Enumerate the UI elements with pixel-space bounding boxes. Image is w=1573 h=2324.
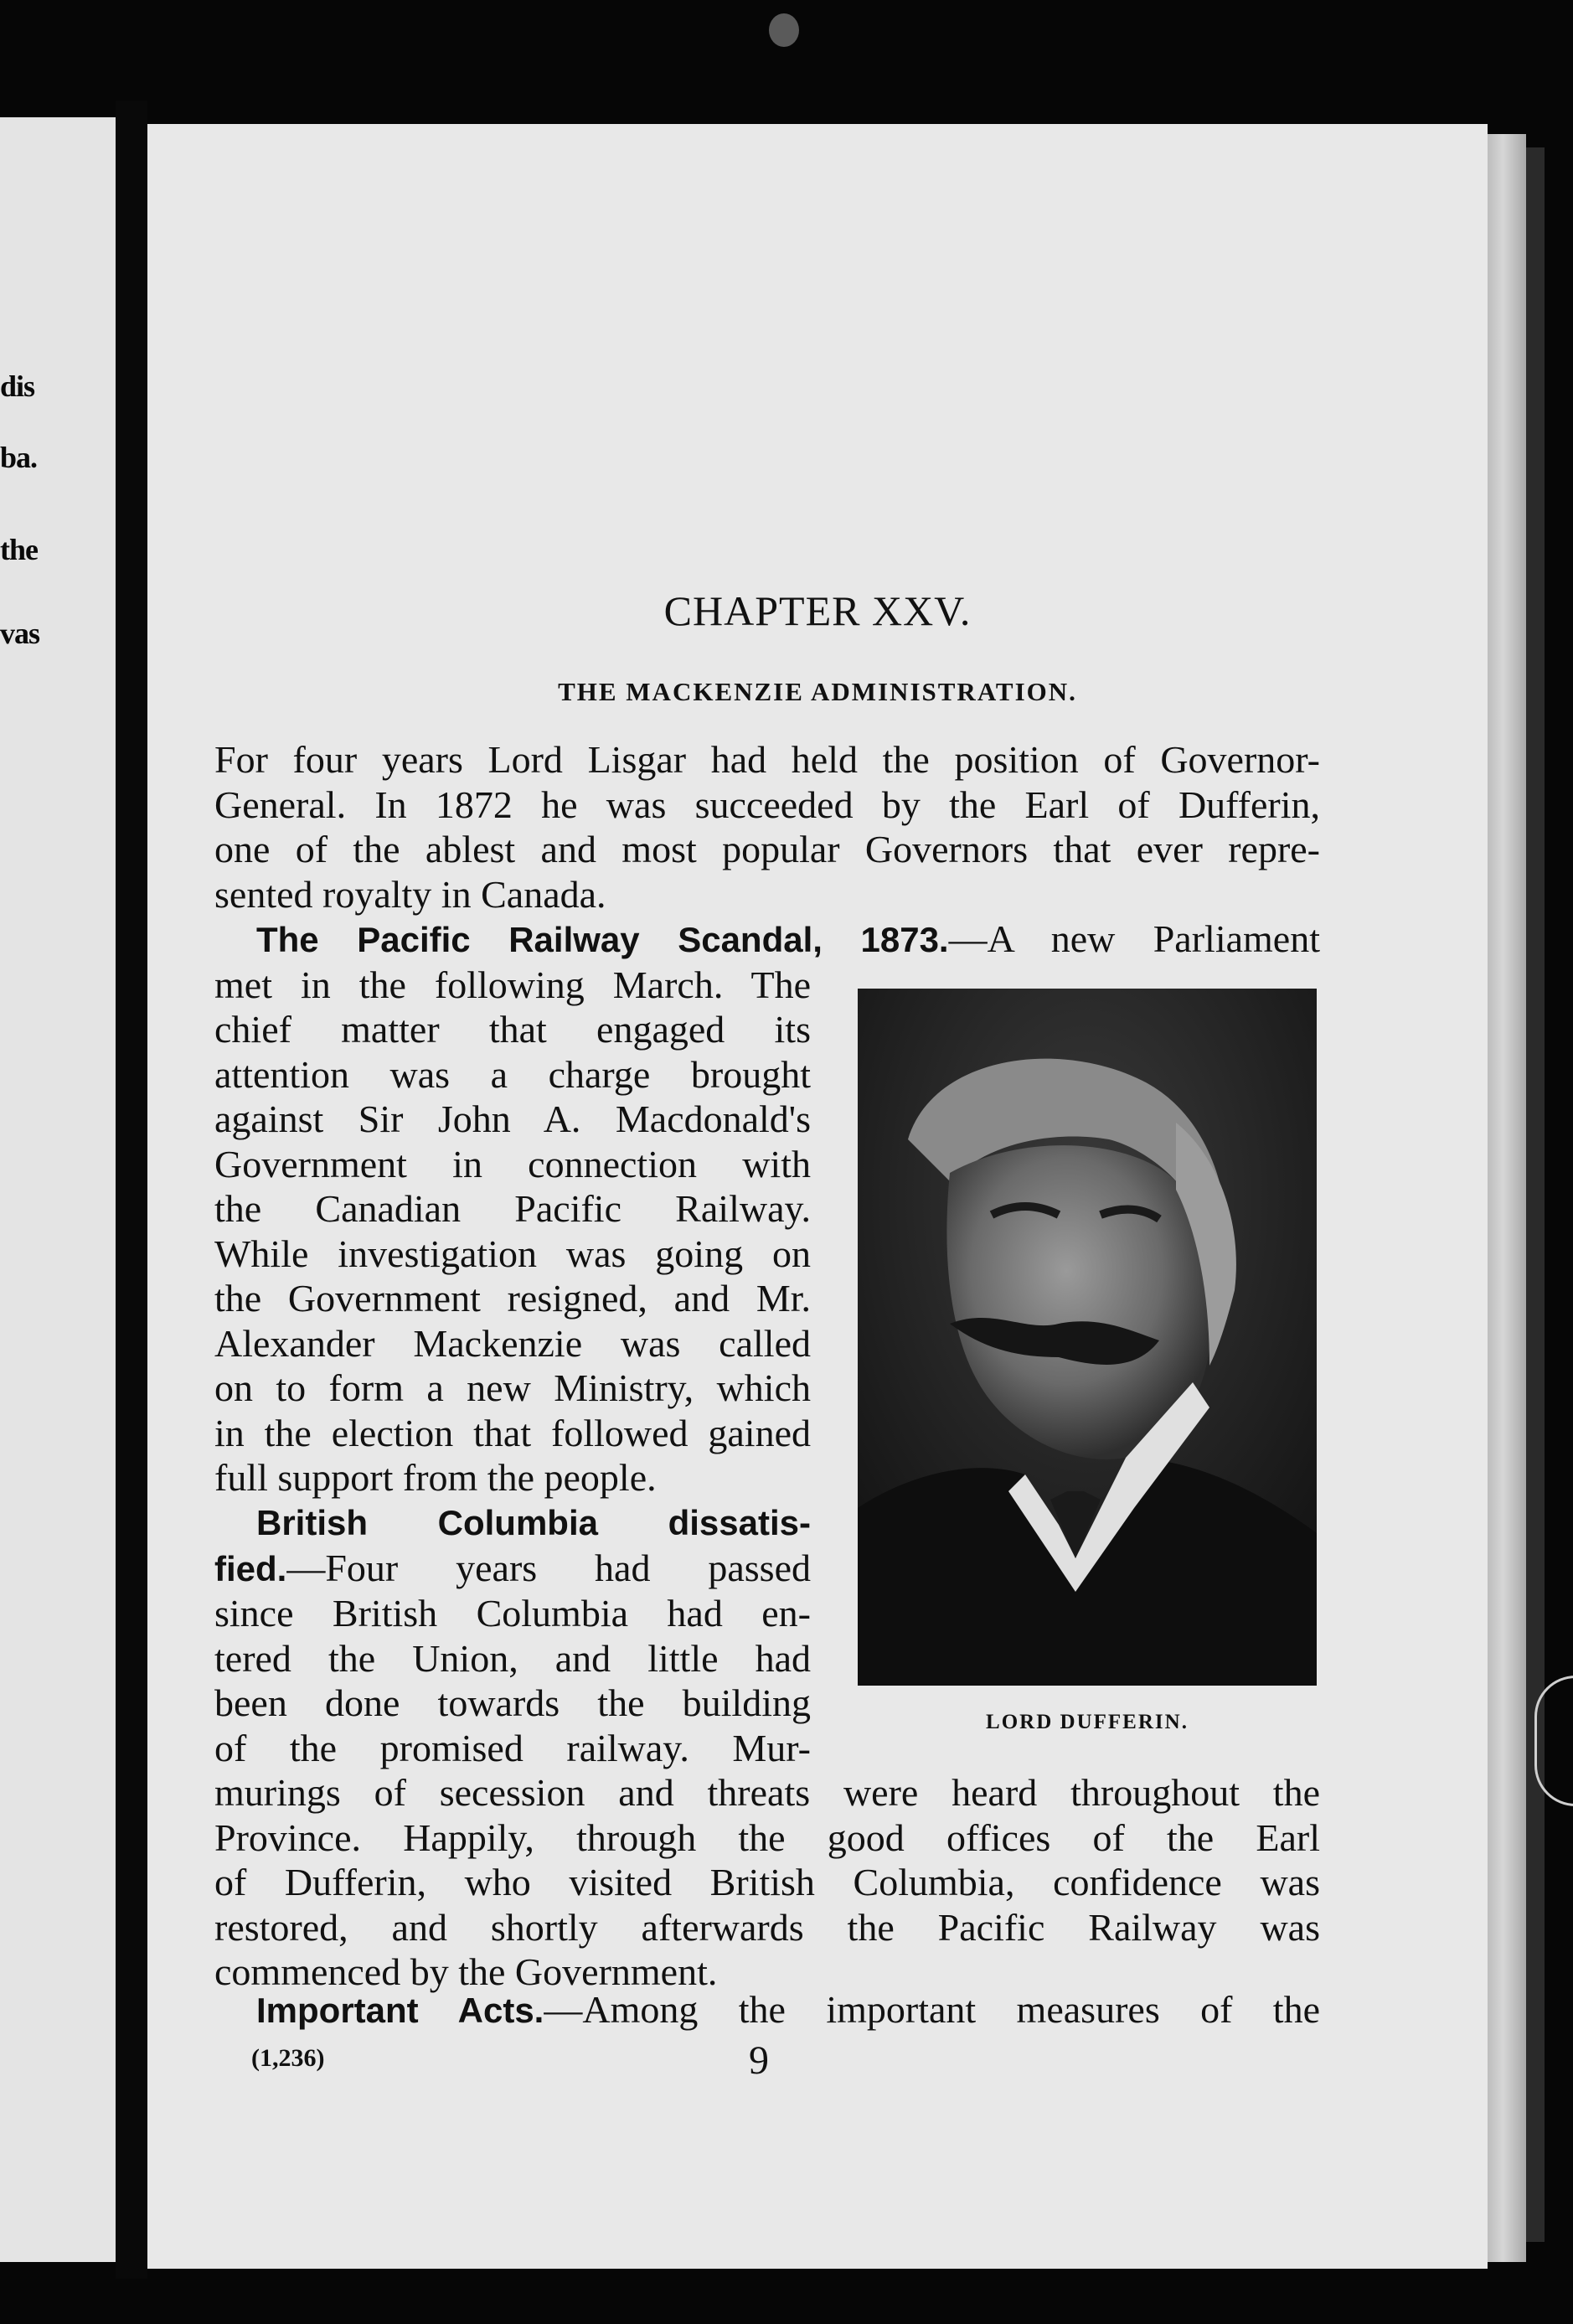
section-heading: Important Acts. xyxy=(256,1991,544,2030)
portrait-image xyxy=(858,989,1317,1686)
text-line: met in the following March. The xyxy=(214,963,811,1006)
section-heading: The Pacific Railway Scandal, 1873. xyxy=(256,920,949,959)
section-heading: fied. xyxy=(214,1548,287,1588)
text-line: tered the Union, and little had xyxy=(214,1636,811,1680)
page-number: 9 xyxy=(749,2038,769,2083)
text-line: General. In 1872 he was succeeded by the Earl of Dufferin, xyxy=(214,782,1320,826)
text-line: the Canadian Pacific Railway. xyxy=(214,1187,811,1230)
text-line: restored, and shortly afterwards the Pacific Railway was xyxy=(214,1905,1320,1949)
text-line: sented royalty in Canada. xyxy=(214,872,606,916)
text-line xyxy=(214,1500,811,1546)
narrow-column xyxy=(214,963,811,1500)
binding-ring xyxy=(1534,1676,1573,1806)
text-line: been done towards the building xyxy=(214,1681,811,1724)
left-fragment: the xyxy=(0,533,38,566)
text-line xyxy=(214,917,1320,963)
text-line: Government in connection with xyxy=(214,1142,811,1185)
text-line: chief matter that engaged its xyxy=(214,1008,811,1051)
text-line xyxy=(214,1987,1320,2033)
narrow-column xyxy=(214,1500,811,1770)
text-line: While investigation was going on xyxy=(214,1232,811,1275)
text-line: full support from the people. xyxy=(214,1456,657,1499)
left-fragment: dis xyxy=(0,369,35,403)
text-line: since British Columbia had en- xyxy=(214,1592,811,1635)
portrait-caption: LORD DUFFERIN. xyxy=(986,1711,1189,1733)
text-line: in the election that followed gained xyxy=(214,1411,811,1454)
text-line: attention was a charge brought xyxy=(214,1052,811,1096)
text-line: against Sir John A. Macdonald's xyxy=(214,1097,811,1140)
chapter-subtitle: THE MACKENZIE ADMINISTRATION. xyxy=(558,677,1077,706)
text-line: For four years Lord Lisgar had held the position of Governor- xyxy=(214,738,1320,781)
lord-dufferin-portrait xyxy=(858,989,1317,1686)
text-line: of Dufferin, who visited British Columbia, confidence was xyxy=(214,1861,1320,1903)
text-line: commenced by the Government. xyxy=(214,1950,718,1993)
text-line: one of the ablest and most popular Governors that ever repre- xyxy=(214,828,1320,870)
page-stack-edge xyxy=(1488,134,1526,2262)
left-fragment: vas xyxy=(0,617,40,650)
section-heading: British Columbia dissatis- xyxy=(256,1503,811,1542)
intro-paragraph xyxy=(214,737,1320,917)
text-line: Province. Happily, through the good offices of the Earl xyxy=(214,1815,1320,1859)
book-gutter xyxy=(116,101,147,2279)
text-line: Alexander Mackenzie was called xyxy=(214,1321,811,1365)
text-line xyxy=(214,1546,811,1592)
section-important-acts xyxy=(214,1987,1320,2033)
signature-mark: (1,236) xyxy=(251,2044,325,2072)
left-fragment: ba. xyxy=(0,441,38,474)
text-line: the Government resigned, and Mr. xyxy=(214,1277,811,1320)
top-speck xyxy=(769,13,799,47)
chapter-title: CHAPTER XXV. xyxy=(663,587,972,634)
text-line: on to form a new Ministry, which xyxy=(214,1366,811,1409)
section-heading-rest: —Four years had passed xyxy=(286,1546,811,1589)
text-line: murings of secession and threats were heard throughout the xyxy=(214,1771,1320,1814)
text-line: of the promised railway. Mur- xyxy=(214,1726,811,1769)
section-heading-rest: —A new Parliament xyxy=(948,917,1320,960)
section-heading-rest: —Among the important measures of the xyxy=(544,1988,1320,2031)
book-cover-edge xyxy=(1526,147,1545,2242)
left-page-edge xyxy=(0,117,116,2262)
